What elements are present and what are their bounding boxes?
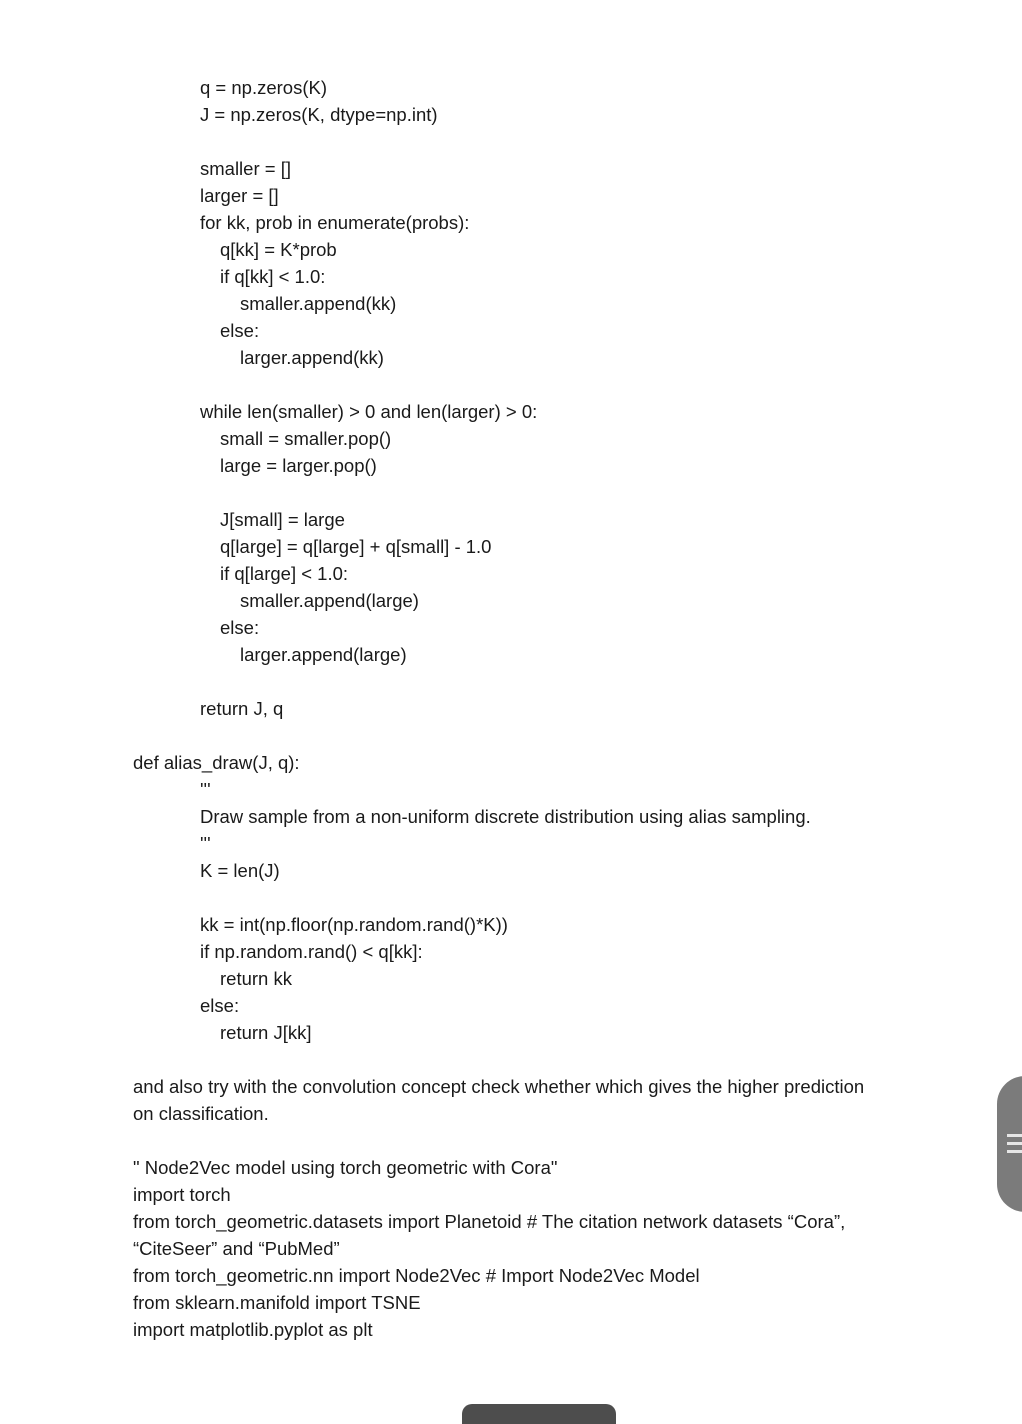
code-line: import torch [133, 1184, 231, 1205]
code-line: large = larger.pop() [220, 455, 377, 476]
code-line: kk = int(np.floor(np.random.rand()*K)) [200, 914, 508, 935]
code-line: from sklearn.manifold import TSNE [133, 1292, 421, 1313]
paragraph-line: and also try with the convolution concept check whether which gives the higher prediction [133, 1076, 865, 1097]
code-line: return kk [220, 968, 292, 989]
bottom-toolbar-handle[interactable] [462, 1404, 616, 1424]
paragraph-line: on classification. [133, 1103, 269, 1124]
code-line: return J, q [200, 698, 284, 719]
code-line: for kk, prob in enumerate(probs): [200, 212, 470, 233]
code-line: def alias_draw(J, q): [133, 752, 300, 773]
code-line: q[kk] = K*prob [220, 239, 337, 260]
code-line: smaller = [] [200, 158, 291, 179]
code-line: while len(smaller) > 0 and len(larger) > 0: [200, 401, 538, 422]
code-line: K = len(J) [200, 860, 280, 881]
code-line: smaller.append(kk) [240, 293, 397, 314]
code-line: J = np.zeros(K, dtype=np.int) [200, 104, 438, 125]
code-line: J[small] = large [220, 509, 345, 530]
code-line: q[large] = q[large] + q[small] - 1.0 [220, 536, 492, 557]
code-line: ''' [200, 833, 211, 854]
code-line: from torch_geometric.datasets import Planetoid # The citation network datasets “Cora”, [133, 1211, 846, 1232]
code-line: larger.append(large) [240, 644, 407, 665]
code-line: from torch_geometric.nn import Node2Vec # Import Node2Vec Model [133, 1265, 700, 1286]
code-line: smaller.append(large) [240, 590, 419, 611]
code-line: if np.random.rand() < q[kk]: [200, 941, 423, 962]
code-line: q = np.zeros(K) [200, 77, 327, 98]
code-line: larger = [] [200, 185, 279, 206]
code-line: else: [220, 617, 260, 638]
code-line: “CiteSeer” and “PubMed” [133, 1238, 340, 1259]
side-panel-handle[interactable] [997, 1076, 1022, 1212]
code-line: Draw sample from a non-uniform discrete distribution using alias sampling. [200, 806, 811, 827]
code-line: larger.append(kk) [240, 347, 384, 368]
code-line: if q[large] < 1.0: [220, 563, 349, 584]
code-line: return J[kk] [220, 1022, 312, 1043]
code-line: else: [220, 320, 260, 341]
code-line: " Node2Vec model using torch geometric with Cora" [133, 1157, 558, 1178]
code-line: import matplotlib.pyplot as plt [133, 1319, 373, 1340]
code-line: small = smaller.pop() [220, 428, 392, 449]
code-line: else: [200, 995, 240, 1016]
code-line: if q[kk] < 1.0: [220, 266, 326, 287]
code-line: ''' [200, 779, 211, 800]
